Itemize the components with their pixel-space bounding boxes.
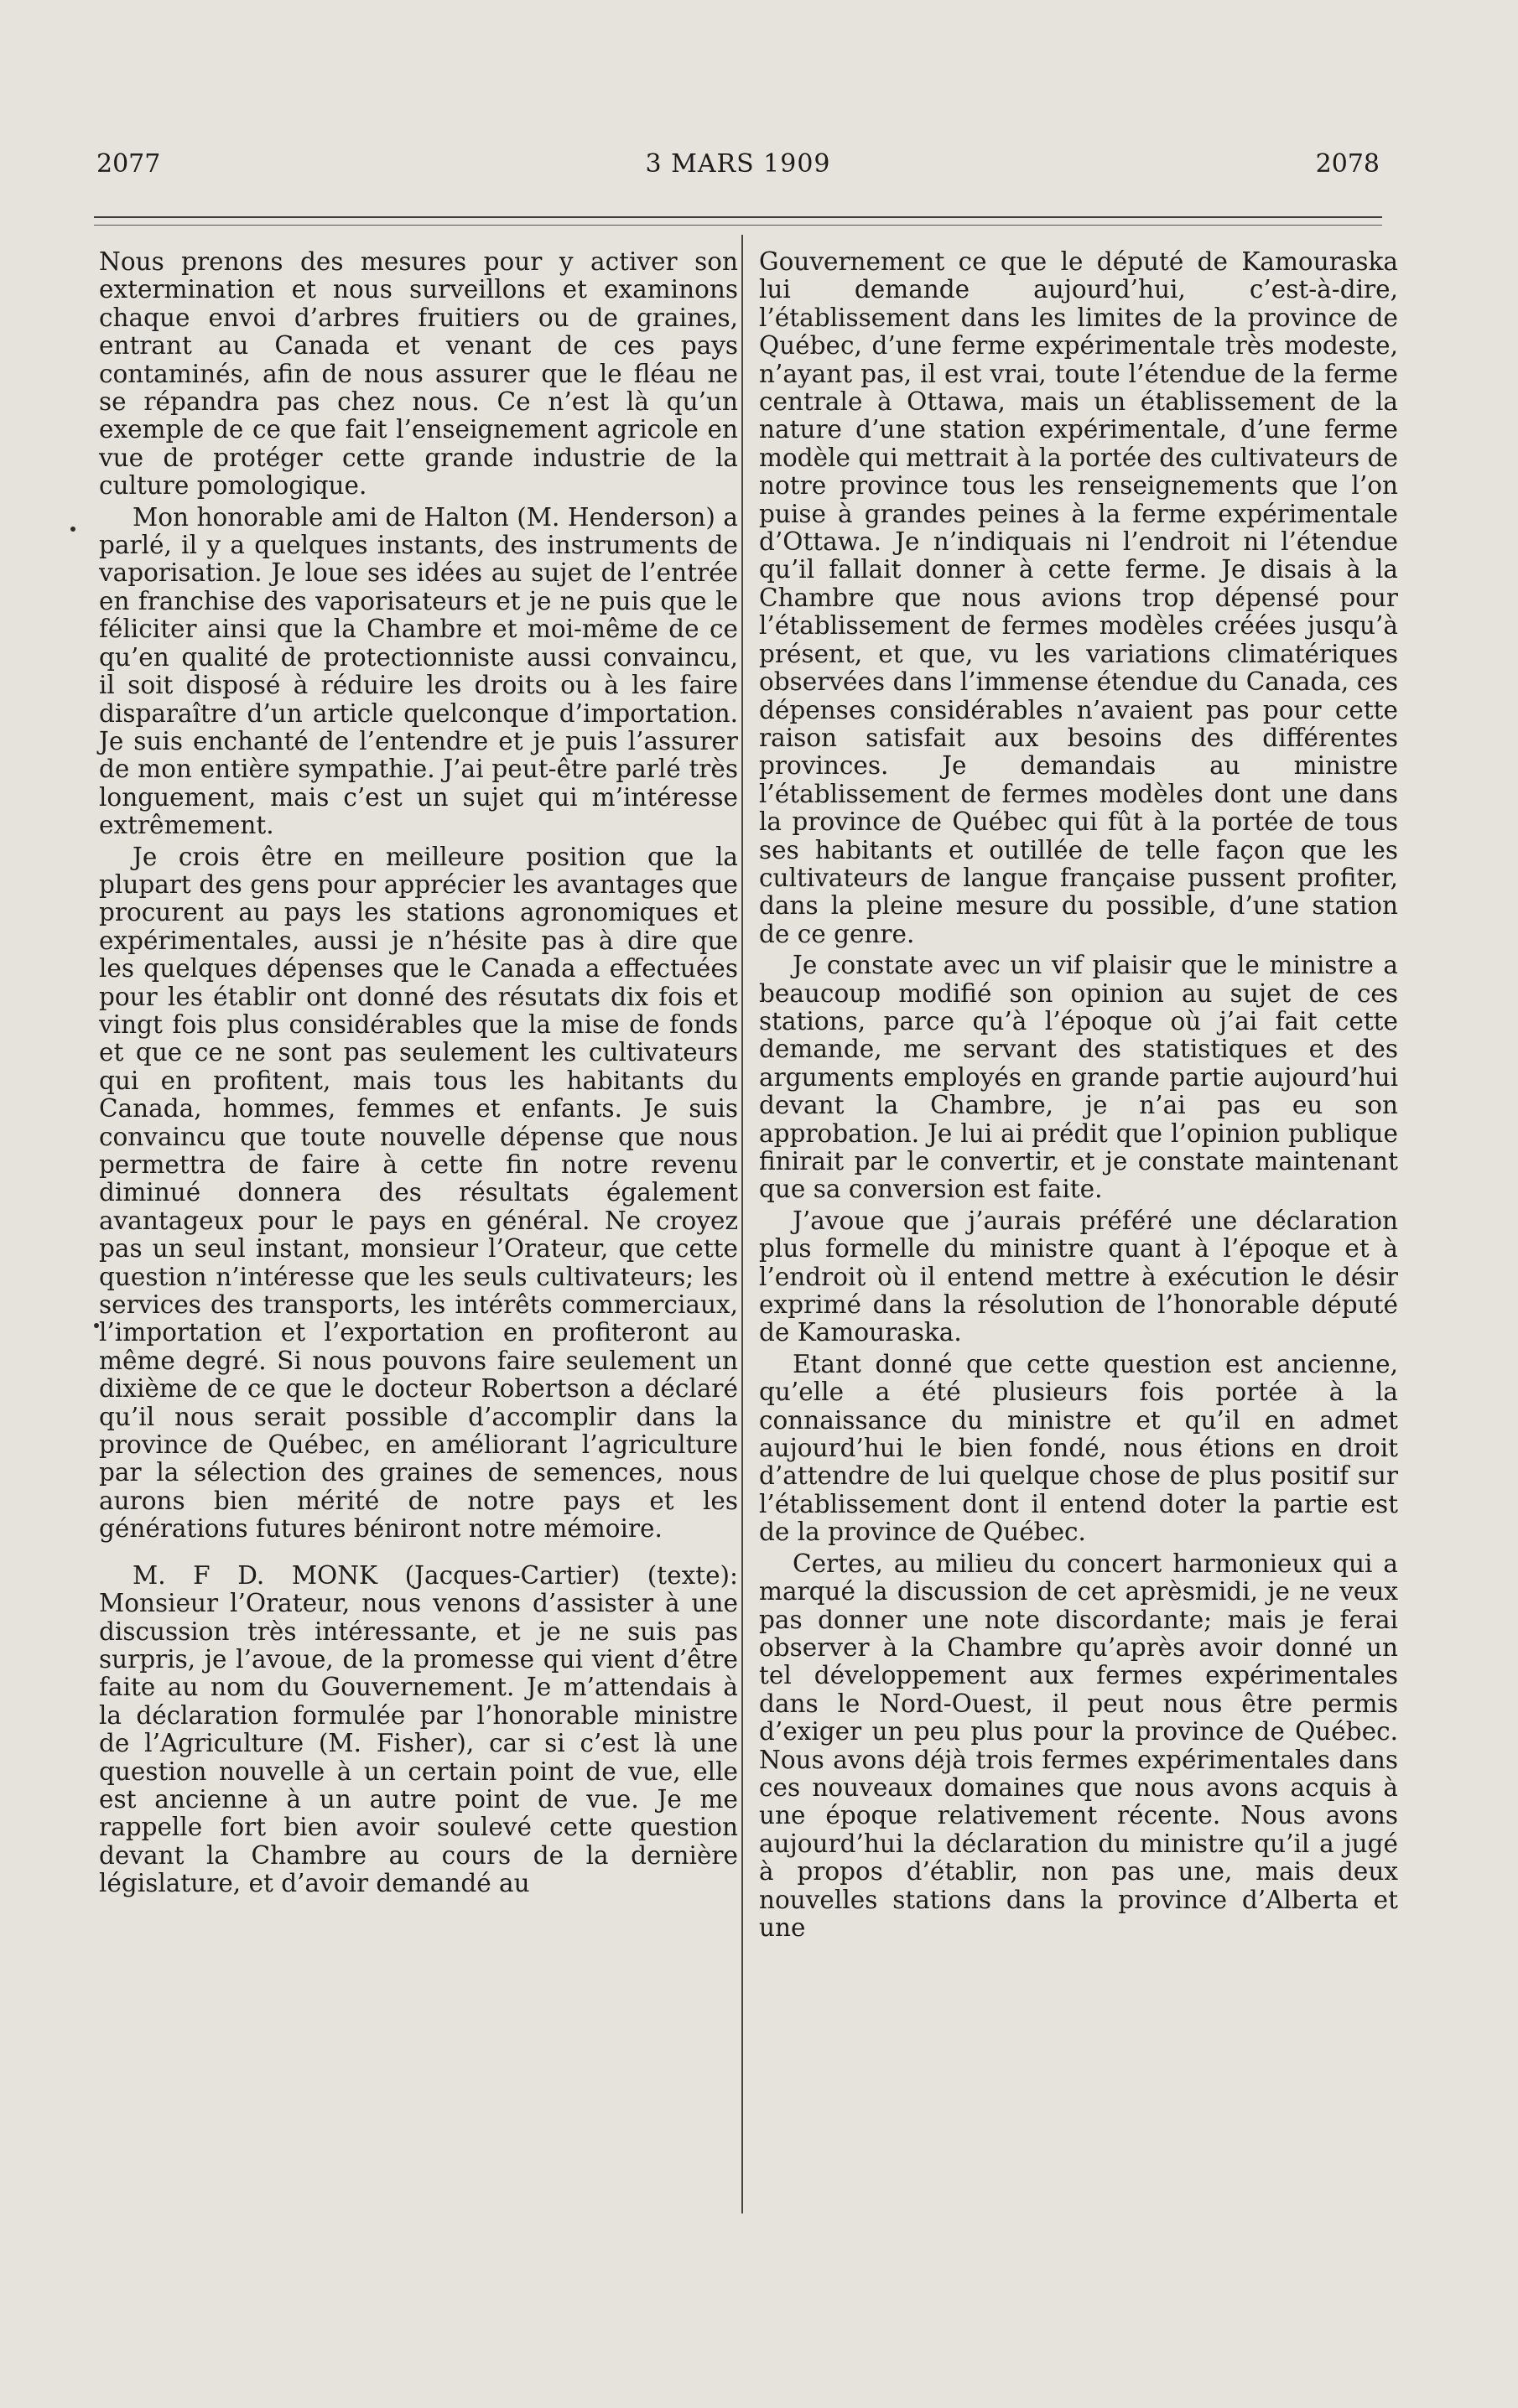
paragraph: J’avoue que j’aurais préféré une déclaration plus formelle du ministre quant à l’époque et à l’endroit où il entend mettre à exécution le désir exprimé dans la résolution de l’honorable député de Kamouraska.	[759, 1206, 1398, 1347]
paragraph: M. F D. MONK (Jacques-Cartier) (texte): Monsieur l’Orateur, nous venons d’assister à une discussion très intéressante, et je ne suis pas surpris, je l’avoue, de la promesse qui vient d’être faite au nom du Gouvernement. Je m’attendais à la déclaration formulée par l’honorable ministre de l’Agriculture (M. Fisher), car si c’est là une question nouvelle à un certain point de vue, elle est ancienne à un autre point de vue. Je me rappelle fort bien avoir soulevé cette question devant la Chambre au cours de la dernière législature, et d’avoir demandé au	[99, 1560, 738, 1898]
right-column	[759, 248, 1398, 1945]
header-rule	[94, 216, 1382, 218]
paragraph: Je constate avec un vif plaisir que le ministre a beaucoup modifié son opinion au sujet de ces stations, parce qu’à l’époque où j’ai fait cette demande, me servant des statistiques et des arguments employés en grande partie aujourd’hui devant la Chambre, je n’ai pas eu son approbation. Je lui ai prédit que l’opinion publique finirait par le convertir, et je constate maintenant que sa conversion est faite.	[759, 951, 1398, 1204]
paragraph: Certes, au milieu du concert harmonieux qui a marqué la discussion de cet aprèsmidi, je ne veux pas donner une note discordante; mais je ferai observer à la Chambre qu’après avoir donné un tel développement aux fermes expérimentales dans le Nord-Ouest, il peut nous être permis d’exiger un peu plus pour la province de Québec. Nous avons déjà trois fermes expérimentales dans ces nouveaux domaines que nous avons acquis à une époque relativement récente. Nous avons aujourd’hui la déclaration du ministre qu’il a jugé à propos d’établir, non pas une, mais deux nouvelles stations dans la province d’Alberta et une	[759, 1549, 1398, 1942]
margin-mark	[70, 527, 75, 532]
paragraph: Mon honorable ami de Halton (M. Henderson) a parlé, il y a quelques instants, des instruments de vaporisation. Je loue ses idées au sujet de l’entrée en franchise des vaporisateurs et je ne puis que le féliciter ainsi que la Chambre et moi-même de ce qu’en qualité de protectionniste aussi convaincu, il soit disposé à réduire les droits ou à les faire disparaître d’un article quelconque d’importation. Je suis enchanté de l’entendre et je puis l’assurer de mon entière sympathie. J’ai peut-être parlé très longuement, mais c’est un sujet qui m’intéresse extrêmement.	[99, 502, 738, 840]
page-number-left: 2077	[96, 149, 161, 179]
paragraph: Je crois être en meilleure position que la plupart des gens pour apprécier les avantages que procurent au pays les stations agronomiques et expérimentales, aussi je n’hésite pas à dire que les quelques dépenses que le Canada a effectuées pour les établir ont donné des résutats dix fois et vingt fois plus considérables que la mise de fonds et que ce ne sont pas seulement les cultivateurs qui en profitent, mais tous les habitants du Canada, hommes, femmes et enfants. Je suis convaincu que toute nouvelle dépense que nous permettra de faire à cette fin notre revenu diminué donnera des résultats également avantageux pour le pays en général. Ne croyez pas un seul instant, monsieur l’Orateur, que cette question n’intéresse que les seuls cultivateurs; les services des transports, les intérêts commerciaux, l’importation et l’exportation en profiteront au même degré. Si nous pouvons faire seulement un dixième de ce que le docteur Robertson a déclaré qu’il nous serait possible d’accomplir dans la province de Québec, en améliorant l’agriculture par la sélection des graines de semences, nous aurons bien mérité de notre pays et les générations futures béniront notre mémoire.	[99, 842, 738, 1544]
column-divider	[741, 235, 743, 2213]
paragraph: Nous prenons des mesures pour y activer son extermination et nous surveillons et examinons chaque envoi d’arbres fruitiers ou de graines, entrant au Canada et venant de ces pays contaminés, afin de nous assurer que le fléau ne se répandra pas chez nous. Ce n’est là qu’un exemple de ce que fait l’enseignement agricole en vue de protéger cette grande industrie de la culture pomologique.	[99, 247, 738, 501]
page-header	[96, 149, 1380, 191]
page-date: 3 MARS 1909	[645, 149, 831, 179]
paragraph: Etant donné que cette question est ancienne, qu’elle a été plusieurs fois portée à la connaissance du ministre et qu’il en admet aujourd’hui le bien fondé, nous étions en droit d’attendre de lui quelque chose de plus positif sur l’établissement dont il entend doter la partie est de la province de Québec.	[759, 1349, 1398, 1547]
header-rule-thin	[94, 225, 1382, 226]
paragraph: Gouvernement ce que le député de Kamouraska lui demande aujourd’hui, c’est-à-dire, l’établissement dans les limites de la province de Québec, d’une ferme expérimentale très modeste, n’ayant pas, il est vrai, toute l’étendue de la ferme centrale à Ottawa, mais un établissement de la nature d’une station expérimentale, d’une ferme modèle qui mettrait à la portée des cultivateurs de notre province tous les renseignements que l’on puise à grandes peines à la ferme expérimentale d’Ottawa. Je n’indiquais ni l’endroit ni l’étendue qu’il fallait donner à cette ferme. Je disais à la Chambre que nous avions trop dépensé pour l’établissement de fermes modèles créées jusqu’à présent, et que, vu les variations climatériques observées dans l’immense étendue du Canada, ces dépenses considérables n’avaient pas pour cette raison satisfait aux besoins des différentes provinces. Je demandais au ministre l’établissement de fermes modèles dont une dans la province de Québec qui fût à la portée de tous ses habitants et outillée de telle façon que les cultivateurs de langue française pussent profiter, dans la pleine mesure du possible, d’une station de ce genre.	[759, 247, 1398, 948]
page-number-right: 2078	[1315, 149, 1380, 179]
left-column	[99, 248, 738, 1902]
margin-mark	[94, 1323, 99, 1328]
